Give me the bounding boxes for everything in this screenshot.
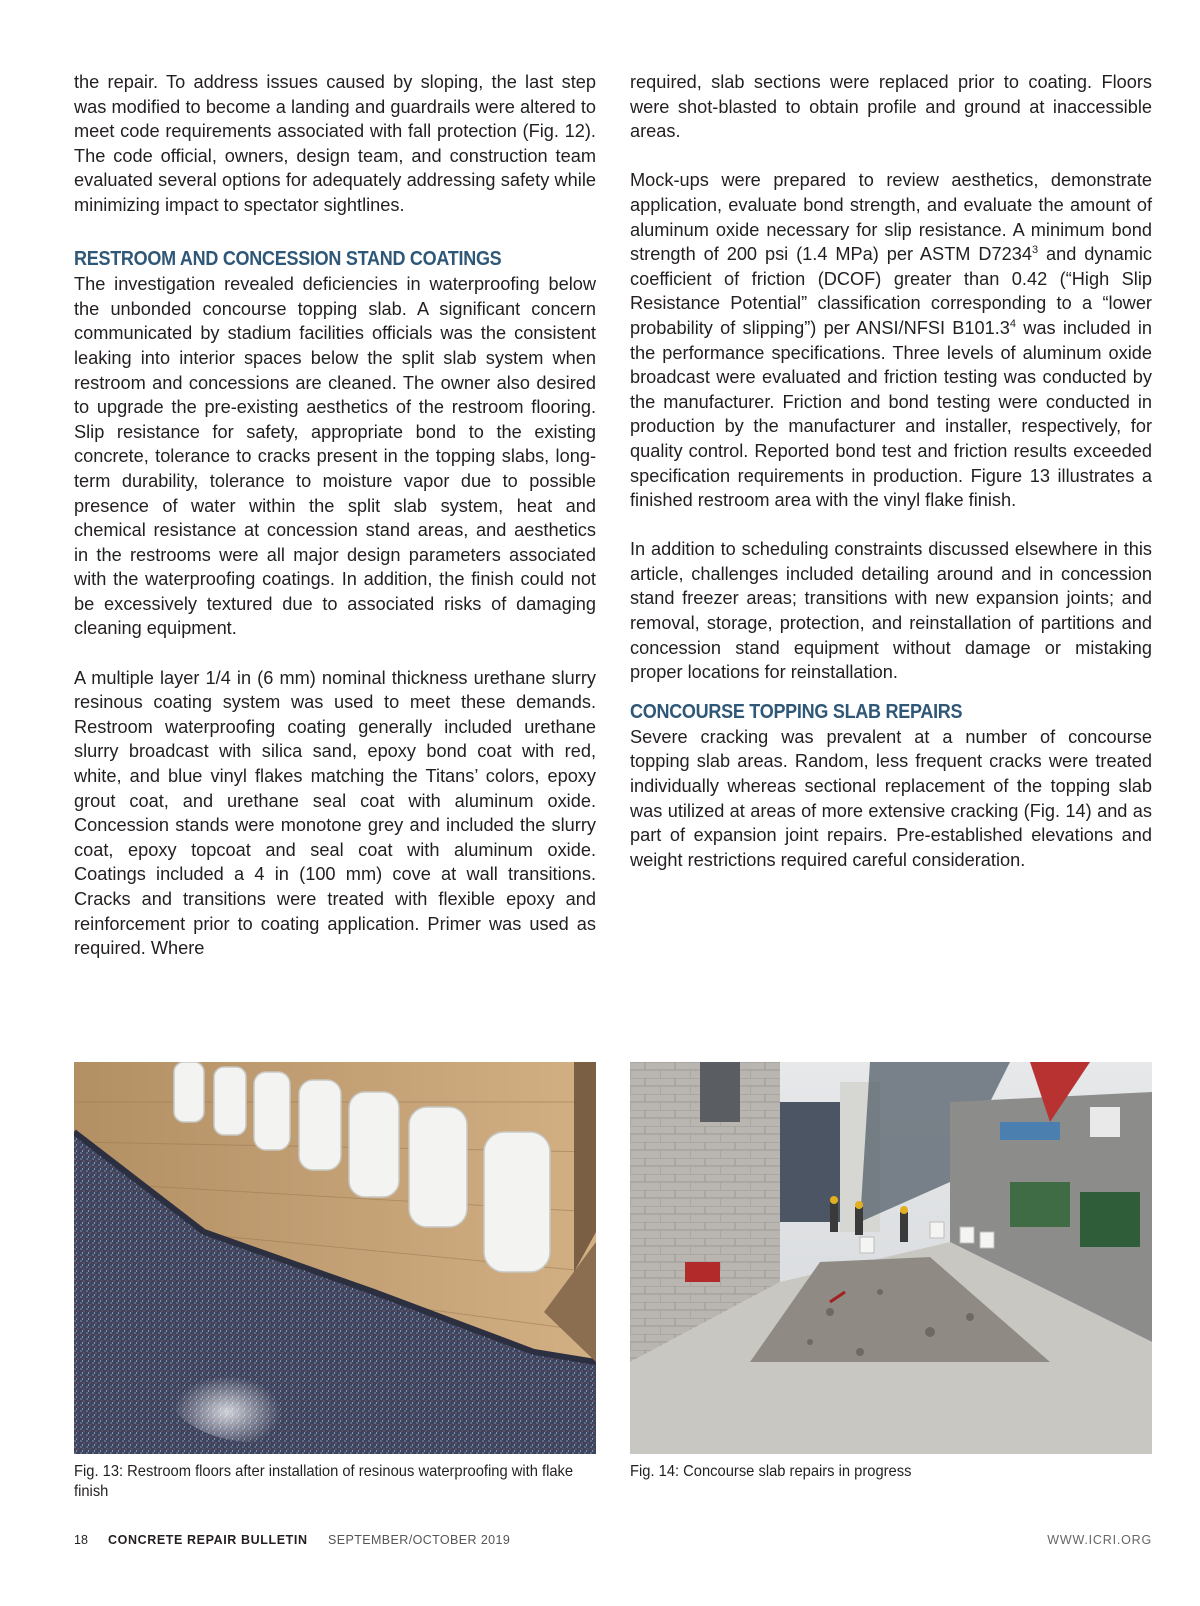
section-heading-restroom-coatings: RESTROOM AND CONCESSION STAND COATINGS bbox=[74, 248, 502, 271]
page-number: 18 bbox=[74, 1533, 88, 1547]
coating-continuation-paragraph: required, slab sections were replaced prior to coating. Floors were shot-blasted to obtain profile and ground at inaccessible areas. bbox=[630, 72, 1152, 142]
fig14-concourse-photo bbox=[630, 1062, 1152, 1454]
fig14-caption: Fig. 14: Concourse slab repairs in progress bbox=[630, 1463, 912, 1480]
mockup-text-b: and dynamic coefficient of friction (DCOF) greater than 0.42 (“High Slip Resistance Potential” classification corresponding to a “lower probability of slipping”) per ANSI/NFSI B101.3 bbox=[630, 244, 1152, 338]
mockup-text-c: was included in the performance specifications. Three levels of aluminum oxide broadcast were evaluated and friction testing was conducted by the manufacturer. Friction and bond testing were conducted in production by the manufacturer and installer, respectively, for quality control. Reported bond test and friction results exceeded specification requirements in production. Figure 13 illustrates a finished restroom area with the vinyl flake finish. bbox=[630, 317, 1152, 511]
fig13-caption: Fig. 13: Restroom floors after installation of resinous waterproofing with flake finish bbox=[74, 1463, 574, 1500]
restroom-paragraph-1: The investigation revealed deficiencies in waterproofing below the unbonded concourse topping slab. A significant concern communicated by stadium facilities officials was the consistent leaking into interior spaces below the split slab system when restroom and concessions are cleaned. The owner also desired to upgrade the pre-existing aesthetics of the restroom flooring. Slip resistance for safety, appropriate bond to the existing concrete, tolerance to cracks present in the topping slabs, long-term durability, tolerance to moisture vapor due to possible presence of water within the split slab system, heat and chemical resistance at concession stand areas, and aesthetics in the restrooms were all major design parameters associated with the waterproofing coatings. In addition, the finish could not be excessively textured due to associated risks of damaging cleaning equipment. bbox=[74, 274, 596, 639]
right-column bbox=[630, 70, 1152, 872]
reference-3: 3 bbox=[1031, 244, 1039, 257]
issue-date: SEPTEMBER/OCTOBER 2019 bbox=[328, 1533, 511, 1547]
mockup-text-a: Mock-ups were prepared to review aesthetics, demonstrate application, evaluate bond strength, and evaluate the amount of aluminum oxide necessary for slip resistance. A minimum bond strength of 200 psi (1.4 MPa) per ASTM D7234 bbox=[630, 170, 1152, 265]
restroom-paragraph-2: A multiple layer 1/4 in (6 mm) nominal thickness urethane slurry resinous coating system was used to meet these demands. Restroom waterproofing coating generally included urethane slurry broadcast with silica sand, epoxy bond coat with red, white, and blue vinyl flakes matching the Titans’ colors, epoxy grout coat, and urethane seal coat with aluminum oxide. Concession stands were monotone grey and included the slurry coat, epoxy topcoat and seal coat with aluminum oxide. Coatings included a 4 in (100 mm) cove at wall transitions. Cracks and transitions were treated with flexible epoxy and reinforcement prior to coating application. Primer was used as required. Where bbox=[74, 667, 596, 959]
fig13-restroom-photo bbox=[74, 1062, 596, 1454]
topping-slab-paragraph: Severe cracking was prevalent at a number of concourse topping slab areas. Random, less frequent cracks were treated individually whereas sectional replacement of the topping slab was utilized at areas of more extensive cracking (Fig. 14) and as part of expansion joint repairs. Pre-established elevations and weight restrictions required careful consideration. bbox=[630, 726, 1152, 870]
restroom-illustration bbox=[74, 1062, 596, 1454]
section-heading-topping-slab: CONCOURSE TOPPING SLAB REPAIRS bbox=[630, 700, 963, 723]
website-url[interactable]: WWW.ICRI.ORG bbox=[1047, 1533, 1152, 1547]
mockup-paragraph bbox=[630, 168, 1152, 512]
reference-4: 4 bbox=[1009, 317, 1017, 330]
concourse-illustration bbox=[630, 1062, 1152, 1454]
challenges-paragraph: In addition to scheduling constraints discussed elsewhere in this article, challenges included detailing around and in concession stand freezer areas; transitions with new expansion joints; and removal, storage, protection, and reinstallation of partitions and concession stand equipment without damage or mistaking proper locations for reinstallation. bbox=[630, 539, 1152, 683]
publication-name: CONCRETE REPAIR BULLETIN bbox=[108, 1533, 308, 1547]
intro-paragraph: the repair. To address issues caused by sloping, the last step was modified to become a landing and guardrails were altered to meet code requirements associated with fall protection (Fig. 12). The code official, owners, design team, and construction team evaluated several options for adequately addressing safety while minimizing impact to spectator sightlines. bbox=[74, 72, 596, 215]
page-footer bbox=[74, 1533, 1152, 1553]
left-column bbox=[74, 70, 596, 961]
